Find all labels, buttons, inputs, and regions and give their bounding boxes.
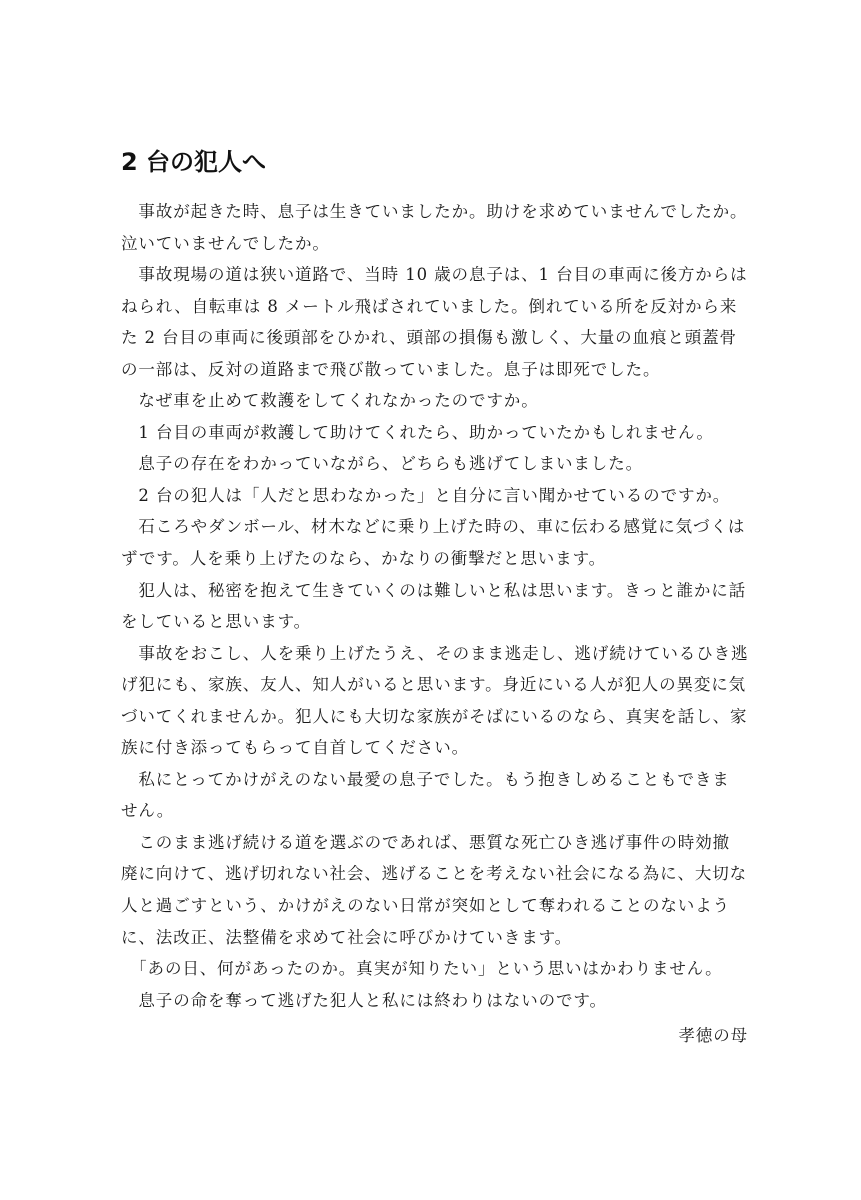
body-line: に、法改正、法整備を求めて社会に呼びかけていきます。 <box>121 927 573 947</box>
body-line: なぜ車を止めて救護をしてくれなかったのですか。 <box>121 391 539 411</box>
body-line: 「あの日、何があったのか。真実が知りたい」という思いはかわりません。 <box>121 959 723 979</box>
letter-title: 2 台の犯人へ <box>121 148 267 176</box>
body-line: 2 台の犯人は「人だと思わなかった」と自分に言い聞かせているのですか。 <box>121 485 731 505</box>
body-line: 泣いていませんでしたか。 <box>121 233 330 253</box>
body-line: の一部は、反対の道路まで飛び散っていました。息子は即死でした。 <box>121 359 661 379</box>
body-line: 私にとってかけがえのない最愛の息子でした。もう抱きしめることもできま <box>121 769 730 789</box>
body-line: た 2 台目の車両に後頭部をひかれ、頭部の損傷も激しく、大量の血痕と頭蓋骨 <box>121 328 737 348</box>
body-line: 息子の存在をわかっていながら、どちらも逃げてしまいました。 <box>121 454 643 474</box>
body-line: 1 台目の車両が救護して助けてくれたら、助かっていたかもしれません。 <box>121 422 714 442</box>
body-line: 事故をおこし、人を乗り上げたうえ、そのまま逃走し、逃げ続けているひき逃 <box>121 643 749 663</box>
body-line: ずです。人を乗り上げたのなら、かなりの衝撃だと思います。 <box>121 549 607 569</box>
body-line: 息子の命を奪って逃げた犯人と私には終わりはないのです。 <box>121 990 607 1010</box>
body-line: 犯人は、秘密を抱えて生きていくのは難しいと私は思います。きっと誰かに話 <box>121 580 747 600</box>
body-line: 人と過ごすという、かけがえのない日常が突如として奪われることのないよう <box>121 896 730 916</box>
body-line: 族に付き添ってもらって自首してください。 <box>121 738 469 758</box>
letter-body <box>121 196 749 1016</box>
body-line: をしていると思います。 <box>121 612 312 632</box>
body-line: 事故が起きた時、息子は生きていましたか。助けを求めていませんでしたか。 <box>121 202 748 221</box>
body-line: づいてくれませんか。犯人にも大切な家族がそばにいるのなら、真実を話し、家 <box>121 706 748 726</box>
body-line: げ犯にも、家族、友人、知人がいると思います。身近にいる人が犯人の異変に気 <box>121 675 747 695</box>
signature: 孝徳の母 <box>678 1026 748 1045</box>
body-line: ねられ、自転車は 8 メートル飛ばされていました。倒れている所を反対から来 <box>121 296 738 316</box>
body-line: 事故現場の道は狭い道路で、当時 10 歳の息子は、1 台目の車両に後方からは <box>121 265 748 285</box>
body-line: 石ころやダンボール、材木などに乗り上げた時の、車に伝わる感覚に気づくは <box>121 517 746 537</box>
body-line: せん。 <box>121 801 175 821</box>
body-line: 廃に向けて、逃げ切れない社会、逃げることを考えない社会になる為に、大切な <box>121 864 748 884</box>
body-line: このまま逃げ続ける道を選ぶのであれば、悪質な死亡ひき逃げ事件の時効撤 <box>121 832 730 852</box>
